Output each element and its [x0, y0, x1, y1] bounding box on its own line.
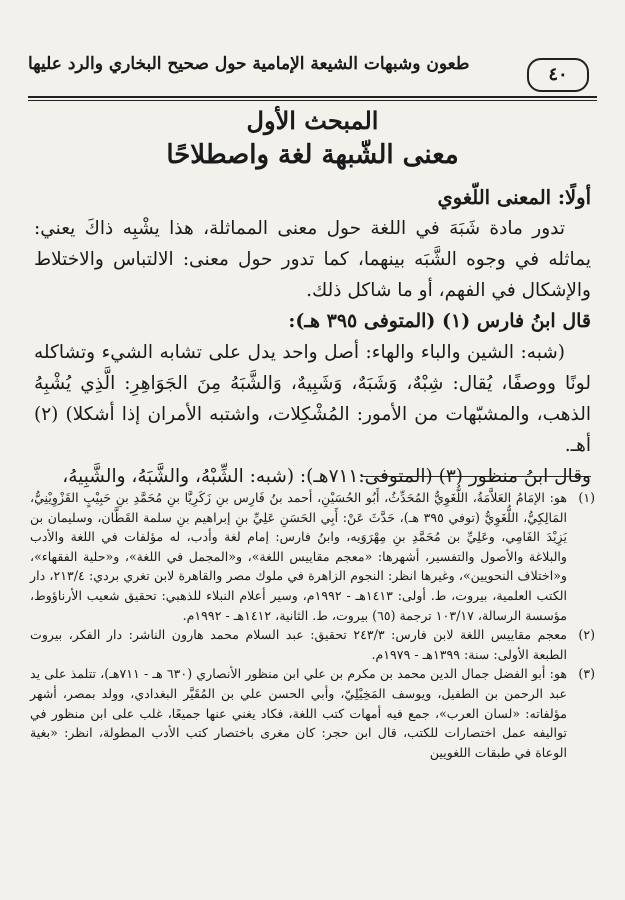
section-heading: أولًا: المعنى اللّغوي: [437, 186, 591, 209]
footnote-number: (١): [578, 490, 595, 505]
paragraph-1: تدور مادة شَبَهَ في اللغة حول معنى المماثلة، هذا يشْبِه ذاكَ يعني: يماثله في وجوه الشَّبَه بينهما، كما تدور حول معنى: الالتباس والاختلاط والإشكال في الفهم، أو ما شاكل ذلك.: [34, 218, 591, 301]
footnote-text: هو: الإمَامُ العَلاَّمَةُ، اللُّغَوِيُّ المُحَدِّثُ، أَبُو الحُسَيْنِ، أحمد بنُ فَارِس بنِ زَكَرِيَّا بنِ مُحَمَّدِ بنِ حَبِيْبٍ القَزْوِيْنِيُّ، المَالِكِيُّ، اللُّغَوِيُّ (توفي ٣٩٥ هـ)، حَدَّثَ عَنْ: أَبِي الحَسَنِ عَلِيِّ بنِ إبراهيم بنِ سلمة القَطَّان، وسليمان بن يَزِيْدَ الفَامِي، وعَلِيِّ بن مُحَمَّدِ بنِ مِهْرَوَيه، وابنُ فارس: إمام لغة وأدب، له مؤلفات في اللغة والأدب والبلاغة والأصول والتفسير، أشهرها: «معجم مقاييس اللغة»، و«المجمل في اللغة»، و«حلية الفقهاء»، و«اختلاف النحويين»، وغيرها انظر: النجوم الزاهرة في ملوك مصر والقاهرة لابن تغري بردي: ٢١٣/٤، دار الكتب العلمية، بيروت، ط. أولى: ١٤١٣هـ - ١٩٩٢م، وسير أعلام النبلاء للذهبي: تحقيق شعيب الأرناؤوط، مؤسسة الرسالة، ١٠٣/١٧ ترجمة (٦٥) بيروت، ط. الثانية، ١٤١٢هـ - ١٩٩٢م.: [30, 490, 568, 623]
footnote-number: (٢): [578, 627, 595, 643]
footnote: [30, 488, 595, 625]
ibn-manzur-line: وقال ابنُ منظور (٣) (المتوفى:٧١١هـ): (شبه: الشِّبْهُ، والشَّبَهُ، والشَّبِيهُ،: [62, 466, 591, 487]
footnote: [30, 664, 595, 762]
running-title: طعون وشبهات الشيعة الإمامية حول صحيح البخاري والرد عليها: [28, 54, 470, 74]
footnote-rule: [361, 476, 591, 477]
ibn-faris-quote: (شبه: الشين والباء والهاء: أصل واحد يدل على تشابه الشيء وتشاكله لونًا ووصفًا، يُقال: شِبْهٌ، وَشَبَهٌ، وَشَبِيهٌ، وَالشَّبَهُ مِنَ الجَوَاهِرِ: الَّذِي يُشْبِهُ الذهب، والمشبّهات من الأمور: المُشْكِلات، واشتبه الأمران إذا أشكلا) (٢) أهـ.: [34, 342, 591, 456]
footnotes: [30, 488, 595, 762]
chapter-subtitle: معنى الشّبهة لغة واصطلاحًا: [166, 140, 459, 170]
footnote-text: معجم مقاييس اللغة لابن فارس: ٢٤٣/٣ تحقيق: عبد السلام محمد هارون الناشر: دار الفكر، بيروت الطبعة الأولى: سنة: ١٣٩٩هـ - ١٩٧٩م.: [30, 627, 567, 662]
page-header: [28, 44, 597, 90]
chapter-title: المبحث الأول: [246, 106, 379, 135]
header-rule: [28, 96, 597, 98]
footnote: [30, 625, 595, 664]
ibn-faris-heading: قال ابنُ فارس (١) (المتوفى ٣٩٥ هـ):: [288, 310, 591, 332]
footnote-number: (٣): [578, 666, 595, 682]
page-number: ٤٠: [527, 58, 589, 92]
main-text: [34, 182, 591, 492]
header-rule-thin: [28, 100, 597, 101]
footnote-text: هو: أبو الفضل جمال الدين محمد بن مكرم بن علي ابن منظور الأنصاري (٦٣٠ هـ - ٧١١هـ)، تتلمذ على يد عبد الرحمن بن الطفيل، ويوسف المَخِيْلِيّ، وأبي الحسن علي بن المُقَيَّر البغدادي، وولد بمصر، أشهر مؤلفاته: «لسان العرب»، جمع فيه أمهات كتب اللغة، فكاد يغني عنها جميعًا، غلب على ابن منظور في تواليفه عمل اختصارات للكتب، قال ابن حجر: كان مغرى باختصار كتب الأدب المطولة، انظر: «بغية الوعاة في طبقات اللغويين: [30, 666, 567, 760]
